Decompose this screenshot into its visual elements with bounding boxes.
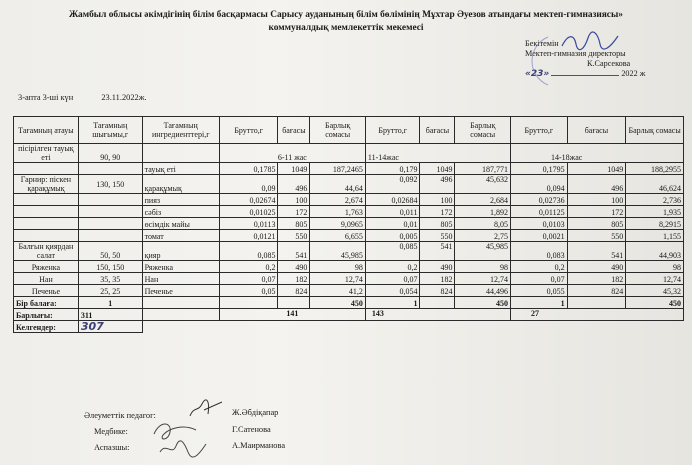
cook-name: А.Маирманова [232,441,286,450]
cell: 0,005 [365,230,420,242]
dish-name: Нан [14,273,79,285]
dish-yield: 50, 50 [78,242,142,261]
table-row [14,206,684,218]
cell: 0,0121 [219,230,278,242]
cell: 0,2 [511,261,568,273]
cell: 0,1785 [219,163,278,175]
ingredient: Ряженка [142,261,219,273]
cell: 187,771 [455,163,511,175]
cell: 12,74 [455,273,511,285]
nurse-name: Г.Сатенова [232,425,271,434]
col-header: бағасы [420,117,455,144]
header-row [14,117,684,144]
ingredient: тауық еті [142,163,219,175]
cell: 12,74 [626,273,684,285]
col-header: Брутто,г [365,117,420,144]
cell: 46,624 [626,175,684,194]
dish-yield: 90, 90 [78,144,142,163]
cell: 2,75 [455,230,511,242]
cell: 0,092 [365,175,420,194]
cook-role: Аспазшы: [94,443,130,452]
cell: 496 [567,175,626,194]
table-row [14,144,684,163]
table-row [14,242,684,261]
cell: 0,01 [365,218,420,230]
cell: 0,07 [365,273,420,285]
total-group: 141 [219,309,365,321]
cell: 1049 [420,163,455,175]
cell: 0,054 [365,285,420,297]
col-header: Барлық сомасы [626,117,684,144]
came-label: Келгендер: [14,321,79,333]
col-header: Барлық сомасы [310,117,366,144]
cell: 541 [420,242,455,261]
cell: 9,0965 [310,218,366,230]
dish-name: Балғын қиярдан салат [14,242,79,261]
cell: 45,32 [626,285,684,297]
cell: 182 [567,273,626,285]
per-child-label: Бір балаға: [14,297,79,309]
social-pedagogue-name: Ж.Әбдіқапар [232,408,279,417]
cell: 100 [420,194,455,206]
table-row [14,218,684,230]
cell: 0,1795 [511,163,568,175]
header-line-1: Жамбыл облысы әкімдігінің білім басқармасы Сарысу ауданының білім бөлімінің Мұхтар Әуезов атындағы мектеп-гимназиясы» [69,10,623,20]
cell: 6,655 [310,230,366,242]
approval-director: К.Сарсекова [587,59,631,68]
cell: 45,632 [455,175,511,194]
cell: 824 [278,285,310,297]
cell: 1049 [567,163,626,175]
came-row [14,321,684,333]
cell: 100 [278,194,310,206]
date-line [18,93,147,102]
age-group-label: 11-14жас [365,144,510,163]
cell: 805 [567,218,626,230]
approval-position: Мектеп-гимназия директоры [525,49,626,58]
col-header: Барлық сомасы [455,117,511,144]
table-row [14,194,684,206]
menu-table [13,116,684,333]
cell: 0,055 [511,285,568,297]
ingredient: Печенье [142,285,219,297]
col-header: Брутто,г [219,117,278,144]
cell: 44,496 [455,285,511,297]
total-group: 143 [365,309,510,321]
cell: 1,763 [310,206,366,218]
cell: 2,674 [310,194,366,206]
cell: 172 [278,206,310,218]
total-value: 311 [78,309,142,321]
cell: 188,2955 [626,163,684,175]
cell: 0,01025 [219,206,278,218]
total-label: Барлығы: [14,309,79,321]
dish-yield: 35, 35 [78,273,142,285]
cell: 1,155 [626,230,684,242]
age-group-label: 6-11 жас [219,144,365,163]
table-row [14,285,684,297]
cell: 490 [420,261,455,273]
cell: 8,05 [455,218,511,230]
cell: 0,07 [511,273,568,285]
ingredient: томат [142,230,219,242]
cell: 41,2 [310,285,366,297]
ingredient: сәбіз [142,206,219,218]
cell: 98 [455,261,511,273]
dish-yield: 150, 150 [78,261,142,273]
cell: 45,985 [455,242,511,261]
cell: 824 [567,285,626,297]
col-header: бағасы [567,117,626,144]
cell: 12,74 [310,273,366,285]
col-header: бағасы [278,117,310,144]
cell: 0,085 [365,242,420,261]
cell: 187,2465 [310,163,366,175]
col-header: Тағамның атауы [14,117,79,144]
cell: 8,2915 [626,218,684,230]
cell: 0,02684 [365,194,420,206]
col-header: Тағамның ингредиенттері,г [142,117,219,144]
ingredient: өсімдік майы [142,218,219,230]
came-value: 307 [80,320,104,333]
table-row [14,273,684,285]
cell: 182 [278,273,310,285]
cell: 2,684 [455,194,511,206]
school-stamp [518,35,556,87]
cell: 44,64 [310,175,366,194]
cell: 0,011 [365,206,420,218]
cell: 496 [278,175,310,194]
cell: 550 [278,230,310,242]
cell: 98 [626,261,684,273]
social-pedagogue-role: Әлеуметтік педагог: [84,411,156,420]
cell: 100 [567,194,626,206]
per-child-row [14,297,684,309]
week-label: 3-апта 3-ші күн [18,93,74,102]
cell: 805 [278,218,310,230]
cell: 490 [278,261,310,273]
cell: 172 [420,206,455,218]
cook-signature [158,438,208,460]
cell: 0,0021 [511,230,568,242]
cell: 45,985 [310,242,366,261]
cell: 0,07 [219,273,278,285]
cell: 541 [567,242,626,261]
per-child-sum: 450 [310,297,366,309]
cell: 550 [420,230,455,242]
cell: 805 [420,218,455,230]
cell: 0,05 [219,285,278,297]
cell: 1,892 [455,206,511,218]
cell: 1,935 [626,206,684,218]
table-row [14,175,684,194]
cell: 2,736 [626,194,684,206]
approval-title: Бекітемін [525,39,559,48]
dish-yield: 130, 150 [78,175,142,194]
col-header: Брутто,г [511,117,568,144]
cell: 0,0103 [511,218,568,230]
col-header: Тағамның шығымы,г [78,117,142,144]
cell: 44,903 [626,242,684,261]
approval-year: 2022 ж [621,69,646,78]
cell: 1049 [278,163,310,175]
ingredient: қарақұмық [142,175,219,194]
cell: 0,0113 [219,218,278,230]
ingredient: Нан [142,273,219,285]
per-child-count: 1 [78,297,142,309]
per-child-count: 1 [365,297,420,309]
cell: 0,2 [219,261,278,273]
dish-name: Печенье [14,285,79,297]
ingredient: пияз [142,194,219,206]
cell: 0,2 [365,261,420,273]
table-row [14,163,684,175]
cell: 98 [310,261,366,273]
came-value-cell [78,321,142,333]
ingredient: қияр [142,242,219,261]
cell: 0,179 [365,163,420,175]
dish-name: Гарнир: піскен қарақұмық [14,175,79,194]
per-child-count: 1 [511,297,568,309]
total-row [14,309,684,321]
pedagogue-signature [188,398,224,420]
cell: 182 [420,273,455,285]
menu-date: 23.11.2022ж. [101,93,147,102]
age-group-label: 14-18жас [511,144,684,163]
header-line-2: коммуналдық мемлекеттік мекемесі [268,23,424,33]
cell: 490 [567,261,626,273]
cell: 0,09 [219,175,278,194]
cell: 550 [567,230,626,242]
cell: 824 [420,285,455,297]
nurse-role: Медбике: [94,427,128,436]
table-row [14,261,684,273]
total-group: 27 [511,309,684,321]
per-child-sum: 450 [626,297,684,309]
cell: 172 [567,206,626,218]
dish-yield: 25, 25 [78,285,142,297]
approval-day: «23» [525,69,550,79]
cell: 0,02736 [511,194,568,206]
cell: 0,094 [511,175,568,194]
dish-name: Ряженка [14,261,79,273]
cell: 541 [278,242,310,261]
cell: 0,085 [219,242,278,261]
director-signature [560,30,620,54]
cell: 0,083 [511,242,568,261]
table-row [14,230,684,242]
cell: 0,01125 [511,206,568,218]
per-child-sum: 450 [455,297,511,309]
cell: 0,02674 [219,194,278,206]
cell: 496 [420,175,455,194]
dish-name: пісірілген тауық еті [14,144,79,163]
